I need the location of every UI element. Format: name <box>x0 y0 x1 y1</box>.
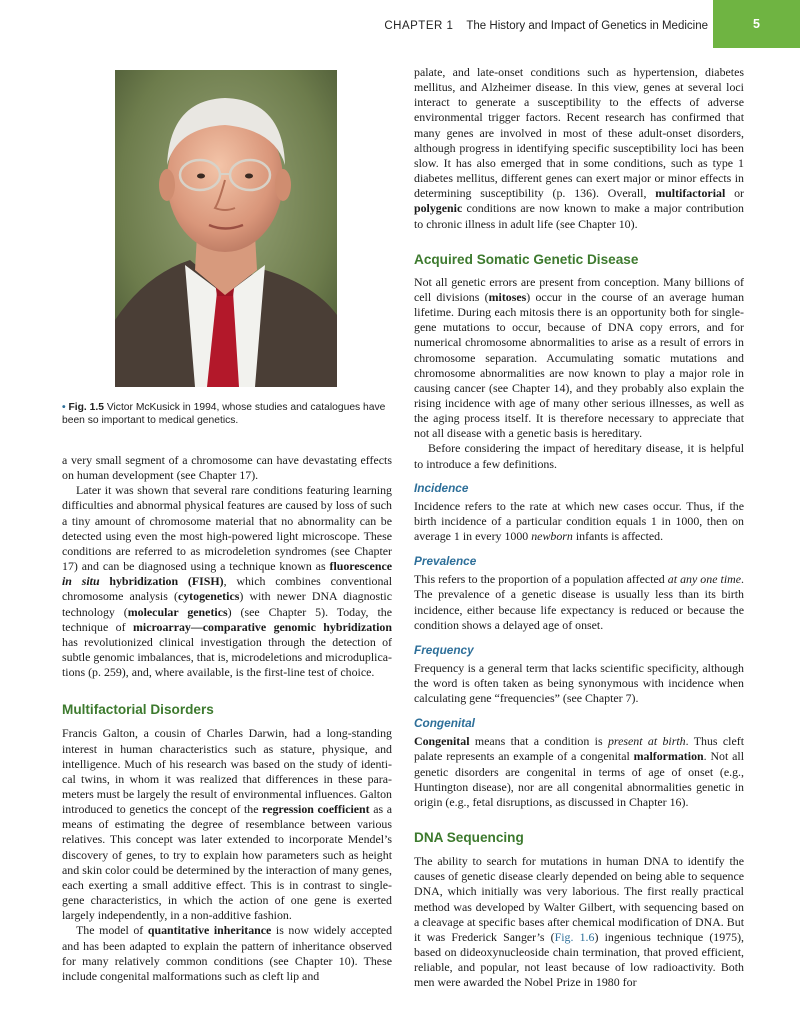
figure-link[interactable]: Fig. 1.6 <box>554 929 595 944</box>
heading-frequency: Frequency <box>414 642 474 657</box>
page-number-text: 5 <box>753 17 760 31</box>
page-number <box>713 0 800 48</box>
figure-caption <box>62 401 392 428</box>
paragraph-incidence: Incidence refers to the rate at which new cases occur. Thus, if the birth incidence of a particular condition equals 1 in 1000, then on average 1 in every 1000 newborn infants is affected. <box>414 498 744 544</box>
portrait-illustration <box>115 70 337 387</box>
chapter-label: CHAPTER 1 <box>384 20 454 32</box>
paragraph-quantitative: The model of quantitative inheritance is now widely accepted and has been adapted to explain the pattern of inheritance observed for many relatively common conditions (see Chapter 10). These include congenital malformations such as cleft lip and <box>62 923 393 983</box>
heading-multifactorial: Multifactorial Disorders <box>62 702 214 718</box>
heading-acquired-somatic: Acquired Somatic Genetic Disease <box>414 251 639 267</box>
paragraph-prevalence: This refers to the proportion of a population affected at any one time. The prevalence of a genetic disease is usually less than its birth incidence, either because life expectancy is reduced or because the condition shows a delayed age of onset. <box>414 572 744 632</box>
figure-label: Fig. 1.5 <box>68 402 104 413</box>
paragraph: a very small segment of a chromosome can have devastating effects on human development (see Chapter 17). <box>62 453 392 483</box>
chapter-title: The History and Impact of Genetics in Medicine <box>466 20 708 32</box>
running-header <box>300 20 708 32</box>
right-column <box>414 65 744 991</box>
left-column <box>62 453 392 984</box>
caption-bullet: • <box>62 402 66 413</box>
paragraph-galton: Francis Galton, a cousin of Charles Darwin, had a long-standing interest in human characteristics such as stature, physique, and intelligence. Much of his research was based on the study of identical twins, in whom it was realized that differences in these parameters must be largely the result of environmental influences. Galton introduced to genetics the concept of the regression coefficient as a means of estimating the degree of resemblance between various relatives. This concept was later extended to incorporate Mendel’s discovery of genes, to try to explain how parameters such as height and skin color could be determined by the interaction of many genes, each exerting a small additive effect. This is in contrast to single-gene characteristics, in which the action of one gene is exerted largely independently, in a non-additive fashion. <box>62 726 393 923</box>
caption-text: Victor McKusick in 1994, whose studies and catalogues have been so important to medical genetics. <box>62 402 386 427</box>
paragraph-congenital: Congenital means that a condition is present at birth. Thus cleft palate represents an example of a congenital malformation. Not all genetic disorders are congenital in terms of age of onset (e.g., Huntington disease), nor are all congenital abnormalities genetic in origin (e.g., fetal disruptions, as discussed in Chapter 16). <box>414 734 744 809</box>
figure-photo <box>115 70 337 387</box>
heading-congenital: Congenital <box>414 716 475 731</box>
paragraph-definitions-intro: Before considering the impact of hereditary disease, it is helpful to introduce a few definitions. <box>414 441 744 471</box>
paragraph-somatic: Not all genetic errors are present from conception. Many billions of cell divisions (mitoses) occur in the course of an average human lifetime. During each mitosis there is an opportunity both for single-gene mutations to occur, because of DNA copy errors, and for numerical chromosome abnormalities to arise as a result of errors in chromosome separation. Accumulating somatic mutations and chromosome abnormalities are now known to play a major role in causing cancer (see Chapter 14), and they probably also explain the rising incidence with age of many other serious illnesses, as well as the aging process itself. It is therefore necessary to appreciate that not all disease with a genetic basis is hereditary. <box>414 274 745 441</box>
paragraph-frequency: Frequency is a general term that lacks scientific specificity, although the word is often taken as being synonymous with incidence when calculating gene “frequencies” (see Chapter 7). <box>414 660 744 706</box>
paragraph-dna-sequencing: The ability to search for mutations in human DNA to identify the causes of genetic disease clearly depended on being able to sequence DNA, which initially was very laborious. The first really practical method was developed by Walter Gilbert, with sequencing based on a cleavage at specific bases after chemical modification of DNA. But it was Frederick Sanger’s (Fig. 1.6) ingenious technique (1975), based on dideoxynucleoside chain termination, that proved efficient, reliable, and popular, not least because of low radioactivity. Both men were awarded the Nobel Prize in 1980 for <box>414 854 745 990</box>
paragraph-multifactorial-cont: palate, and late-onset conditions such as hypertension, diabetes mellitus, and Alzheimer disease. In this view, genes at several loci interact to generate a susceptibility to the effects of adverse environmental trigger factors. Recent research has confirmed that many genes are involved in most of these adult-onset disorders, although progress in identifying specific susceptibility loci has been slow. It has also emerged that in some conditions, such as type 1 diabetes mellitus, different genes can exert major or minor effects in determining susceptibility (p. 136). Overall, multifactorial or polygenic conditions are now known to make a major contribution to chronic illness in adult life (see Chapter 10). <box>414 65 744 231</box>
heading-prevalence: Prevalence <box>414 554 477 569</box>
heading-incidence: Incidence <box>414 480 469 495</box>
heading-dna-sequencing: DNA Sequencing <box>414 830 524 846</box>
paragraph-microdeletion: Later it was shown that several rare conditions featuring learning difficulties and abnormal physical features are caused by loss of such a tiny amount of chromosome material that no abnormality can be detected using even the most high-powered light microscope. These conditions are referred to as microdeletion syndromes (see Chapter 17) and can be diagnosed using a technique known as fluorescence in situ hybridization (FISH), which combines conventional chromosome analysis (cytogenetics) with newer DNA diagnostic technology (molecular genetics) (see Chapter 5). Today, the technique of microarray—comparative genomic hybridization has revolutionized clinical investigation through the detection of subtle genomic imbalances, that is, microdeletions and microduplications (p. 259), and, where available, is the first-line test of choice. <box>62 483 392 680</box>
